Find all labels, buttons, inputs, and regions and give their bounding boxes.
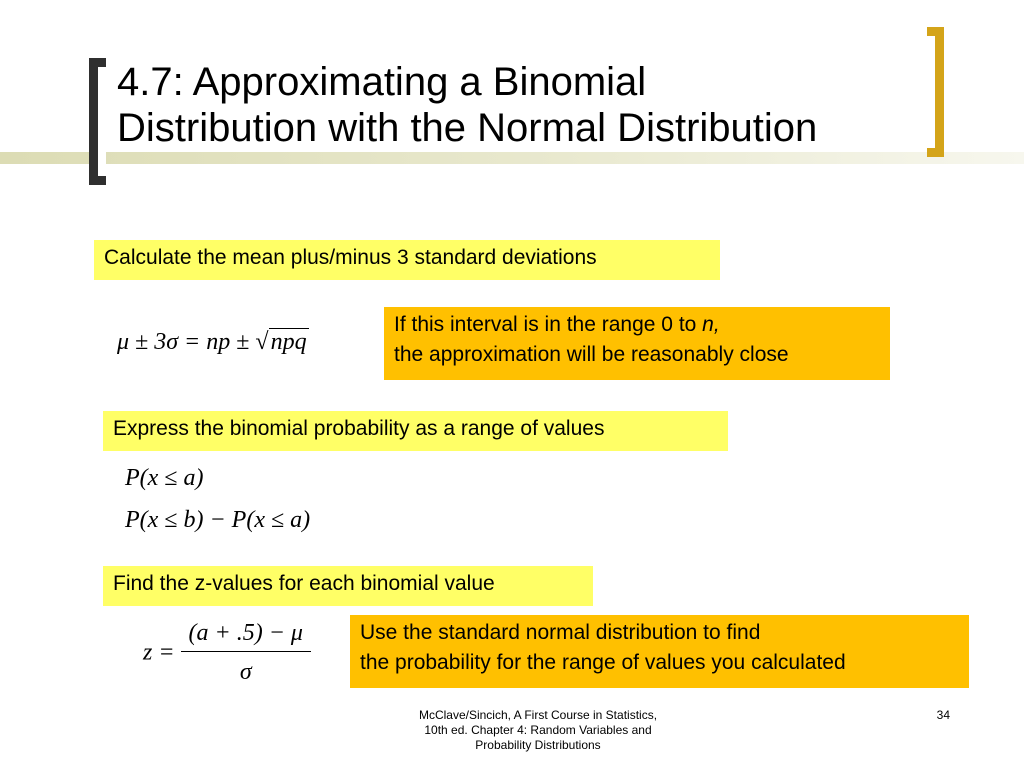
mean-interval-formula — [117, 328, 309, 356]
step-2-callout — [103, 411, 728, 451]
interval-note-callout — [384, 307, 890, 380]
slide-title — [117, 59, 917, 151]
step-3-label: Find the z-values for each binomial value — [113, 572, 495, 595]
range-single-formula: P(x ≤ a) — [125, 465, 204, 491]
step-2-label: Express the binomial probability as a range of values — [113, 417, 605, 440]
slide-title-line-1: 4.7: Approximating a Binomial — [117, 60, 647, 104]
sqrt-radicand-text: npq — [270, 329, 307, 355]
page-number: 34 — [936, 708, 950, 722]
sqrt-radicand — [269, 328, 309, 355]
footer-line-3: Probability Distributions — [475, 738, 601, 752]
interval-note-n: n, — [702, 313, 720, 336]
sqrt-expression — [255, 328, 308, 356]
range-between-formula: P(x ≤ b) − P(x ≤ a) — [125, 507, 311, 533]
left-bracket-decoration — [89, 58, 106, 185]
sqrt-symbol: √ — [255, 329, 269, 355]
z-value-lhs: z = — [143, 639, 175, 666]
step-1-callout — [94, 240, 720, 280]
standard-normal-note-callout — [350, 615, 969, 688]
right-bracket-decoration — [927, 27, 944, 157]
z-value-numerator: (a + .5) − μ — [181, 619, 311, 652]
step-3-callout — [103, 566, 593, 606]
standard-normal-note-line-1: Use the standard normal distribution to find — [360, 621, 761, 644]
interval-note-line-2: the approximation will be reasonably close — [394, 343, 789, 366]
footer-line-2: 10th ed. Chapter 4: Random Variables and — [424, 723, 652, 737]
footer-line-1: McClave/Sincich, A First Course in Statistics, — [418, 708, 658, 722]
mean-interval-pm: ± — [230, 329, 256, 355]
z-value-formula — [143, 619, 311, 686]
title-accent-bar — [0, 152, 1024, 164]
mean-interval-left: μ ± 3σ = — [117, 329, 207, 355]
z-value-denominator: σ — [239, 659, 252, 685]
footer-citation — [388, 708, 688, 753]
standard-normal-note-line-2: the probability for the range of values you calculated — [360, 651, 846, 674]
slide-title-line-2: Distribution with the Normal Distribution — [117, 106, 818, 150]
interval-note-line-1 — [394, 310, 880, 340]
interval-note-line-1-prefix: If this interval is in the range 0 to — [394, 313, 703, 336]
z-value-fraction — [181, 619, 311, 686]
step-1-label: Calculate the mean plus/minus 3 standard deviations — [104, 246, 597, 269]
mean-interval-np: np — [206, 329, 231, 355]
